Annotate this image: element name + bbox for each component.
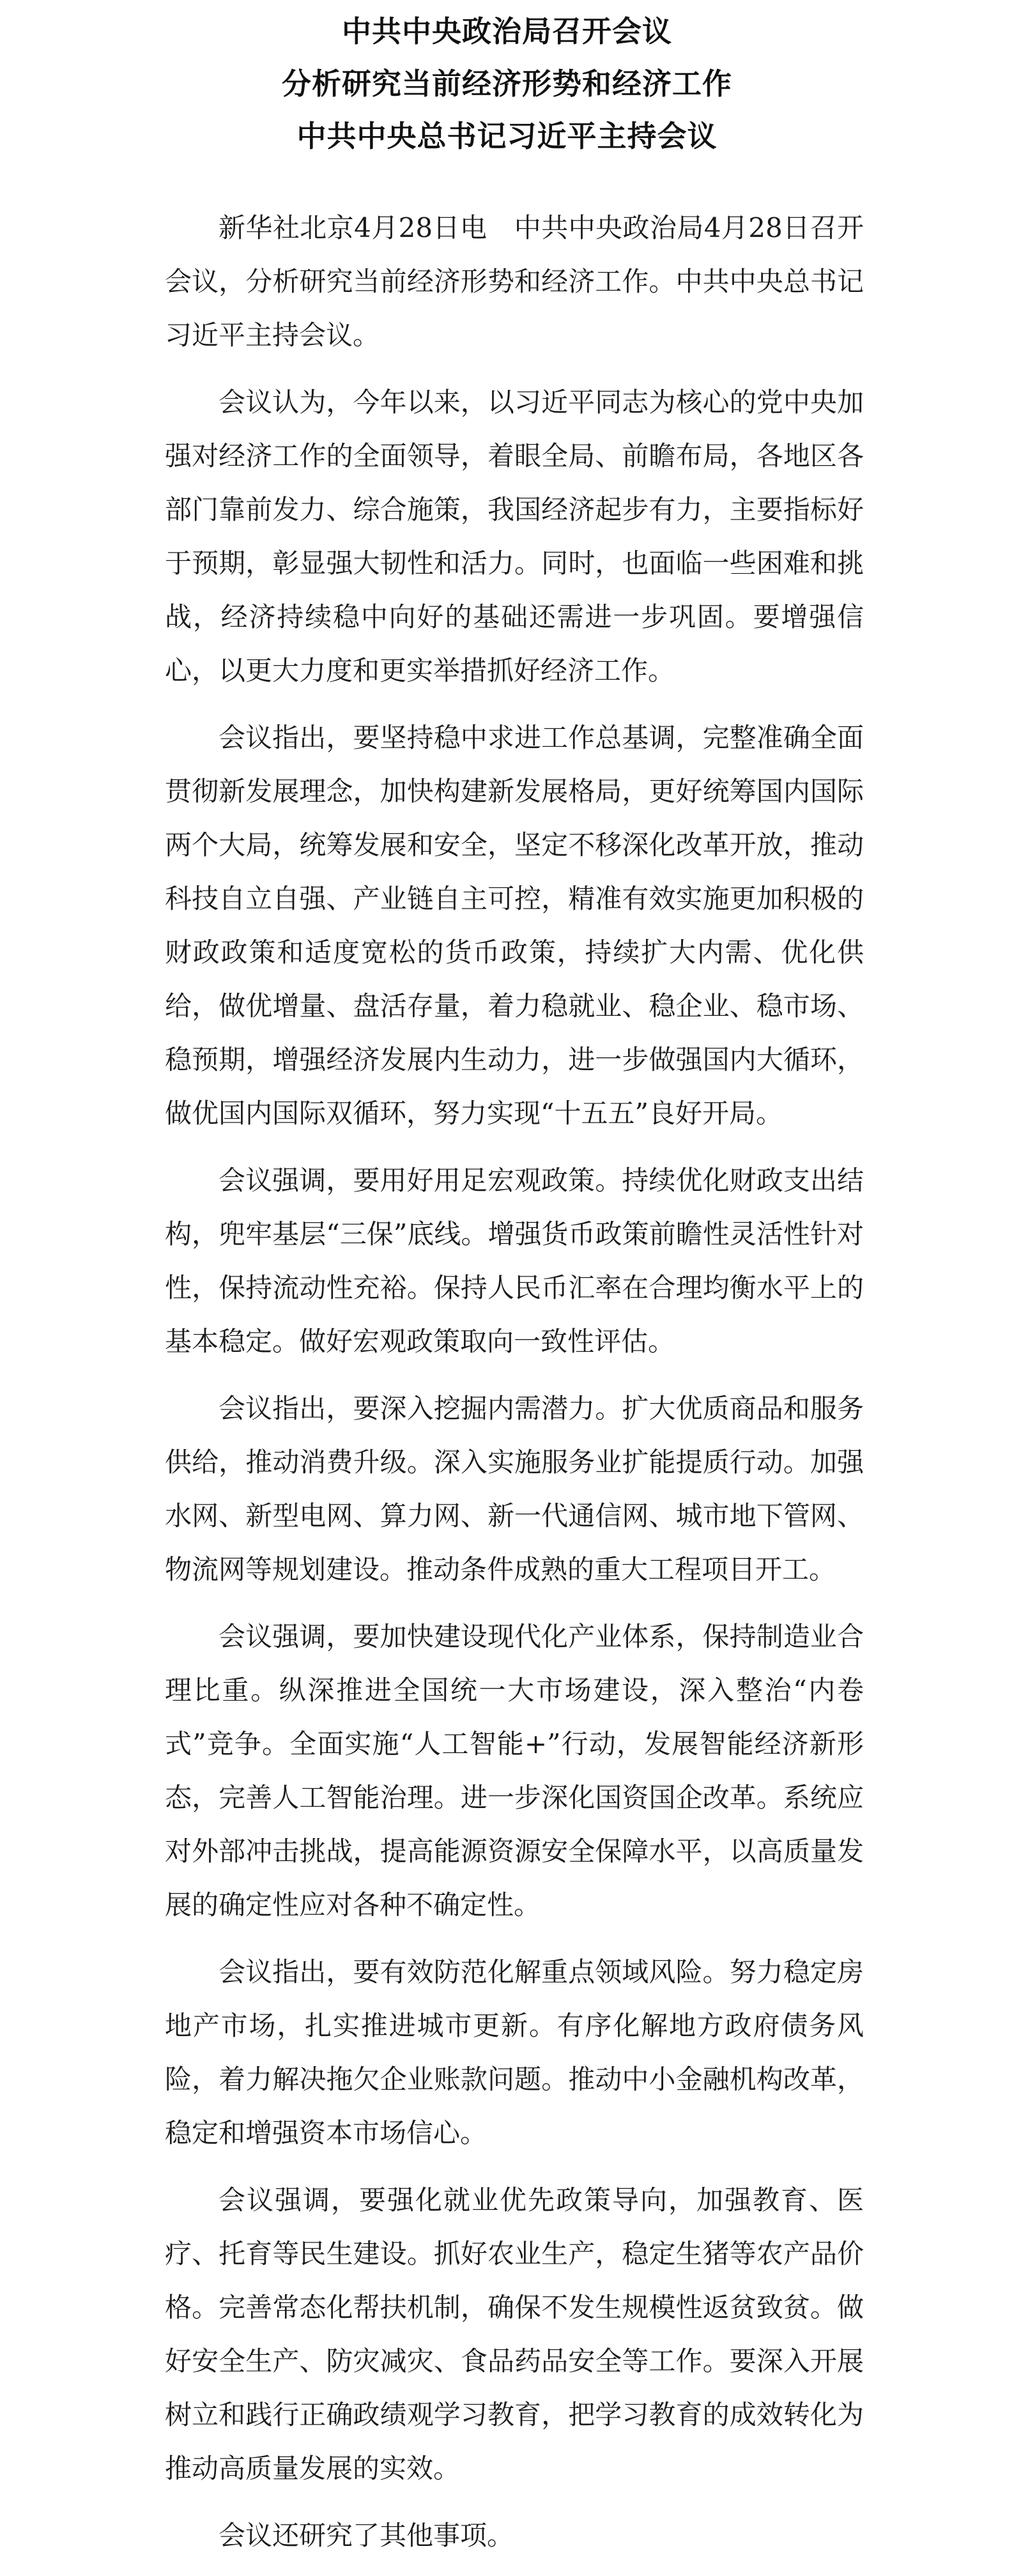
paragraph: 会议指出，要深入挖掘内需潜力。扩大优质商品和服务供给，推动消费升级。深入实施服务业扩能提质行动。加强水网、新型电网、算力网、新一代通信网、城市地下管网、物流网等规划建设。推动条件成熟的重大工程项目开工。 — [165, 1393, 864, 1585]
paragraph: 会议强调，要强化就业优先政策导向，加强教育、医疗、托育等民生建设。抓好农业生产，稳定生猪等农产品价格。完善常态化帮扶机制，确保不发生规模性返贫致贫。做好安全生产、防灾减灾、食品药品安全等工作。要深入开展树立和践行正确政绩观学习教育，把学习教育的成效转化为推动高质量发展的实效。 — [165, 2184, 864, 2484]
paragraph: 会议认为，今年以来，以习近平同志为核心的党中央加强对经济工作的全面领导，着眼全局、前瞻布局，各地区各部门靠前发力、综合施策，我国经济起步有力，主要指标好于预期，彰显强大韧性和活力。同时，也面临一些困难和挑战，经济持续稳中向好的基础还需进一步巩固。要增强信心，以更大力度和更实举措抓好经济工作。 — [165, 387, 864, 686]
paragraph: 会议指出，要有效防范化解重点领域风险。努力稳定房地产市场，扎实推进城市更新。有序化解地方政府债务风险，着力解决拖欠企业账款问题。推动中小金融机构改革，稳定和增强资本市场信心。 — [165, 1956, 864, 2149]
article-body — [165, 201, 864, 2576]
paragraph: 会议指出，要坚持稳中求进工作总基调，完整准确全面贯彻新发展理念，加快构建新发展格局，更好统筹国内国际两个大局，统筹发展和安全，坚定不移深化改革开放，推动科技自立自强、产业链自主可控，精准有效实施更加积极的财政政策和适度宽松的货币政策，持续扩大内需、优化供给，做优增量、盘活存量，着力稳就业、稳企业、稳市场、稳预期，增强经济发展内生动力，进一步做强国内大循环，做优国内国际双循环，努力实现“十五五”良好开局。 — [165, 722, 864, 1129]
paragraph: 会议强调，要用好用足宏观政策。持续优化财政支出结构，兜牢基层“三保”底线。增强货币政策前瞻性灵活性针对性，保持流动性充裕。保持人民币汇率在合理均衡水平上的基本稳定。做好宏观政策取向一致性评估。 — [165, 1165, 864, 1357]
headline-block — [0, 5, 1014, 162]
paragraph-closing: 会议还研究了其他事项。 — [219, 2520, 514, 2551]
headline-main: 中共中央政治局召开会议 — [342, 14, 672, 49]
paragraph: 会议强调，要加快建设现代化产业体系，保持制造业合理比重。纵深推进全国统一大市场建设，深入整治“内卷式”竞争。全面实施“人工智能+”行动，发展智能经济新形态，完善人工智能治理。进一步深化国资国企改革。系统应对外部冲击挑战，提高能源资源安全保障水平，以高质量发展的确定性应对各种不确定性。 — [165, 1621, 864, 1920]
paragraph-dateline: 新华社北京4月28日电 中共中央政治局4月28日召开会议，分析研究当前经济形势和经济工作。中共中央总书记习近平主持会议。 — [165, 212, 864, 351]
headline-sub-2: 中共中央总书记习近平主持会议 — [296, 119, 718, 153]
headline-sub: 分析研究当前经济形势和经济工作 — [282, 66, 732, 101]
